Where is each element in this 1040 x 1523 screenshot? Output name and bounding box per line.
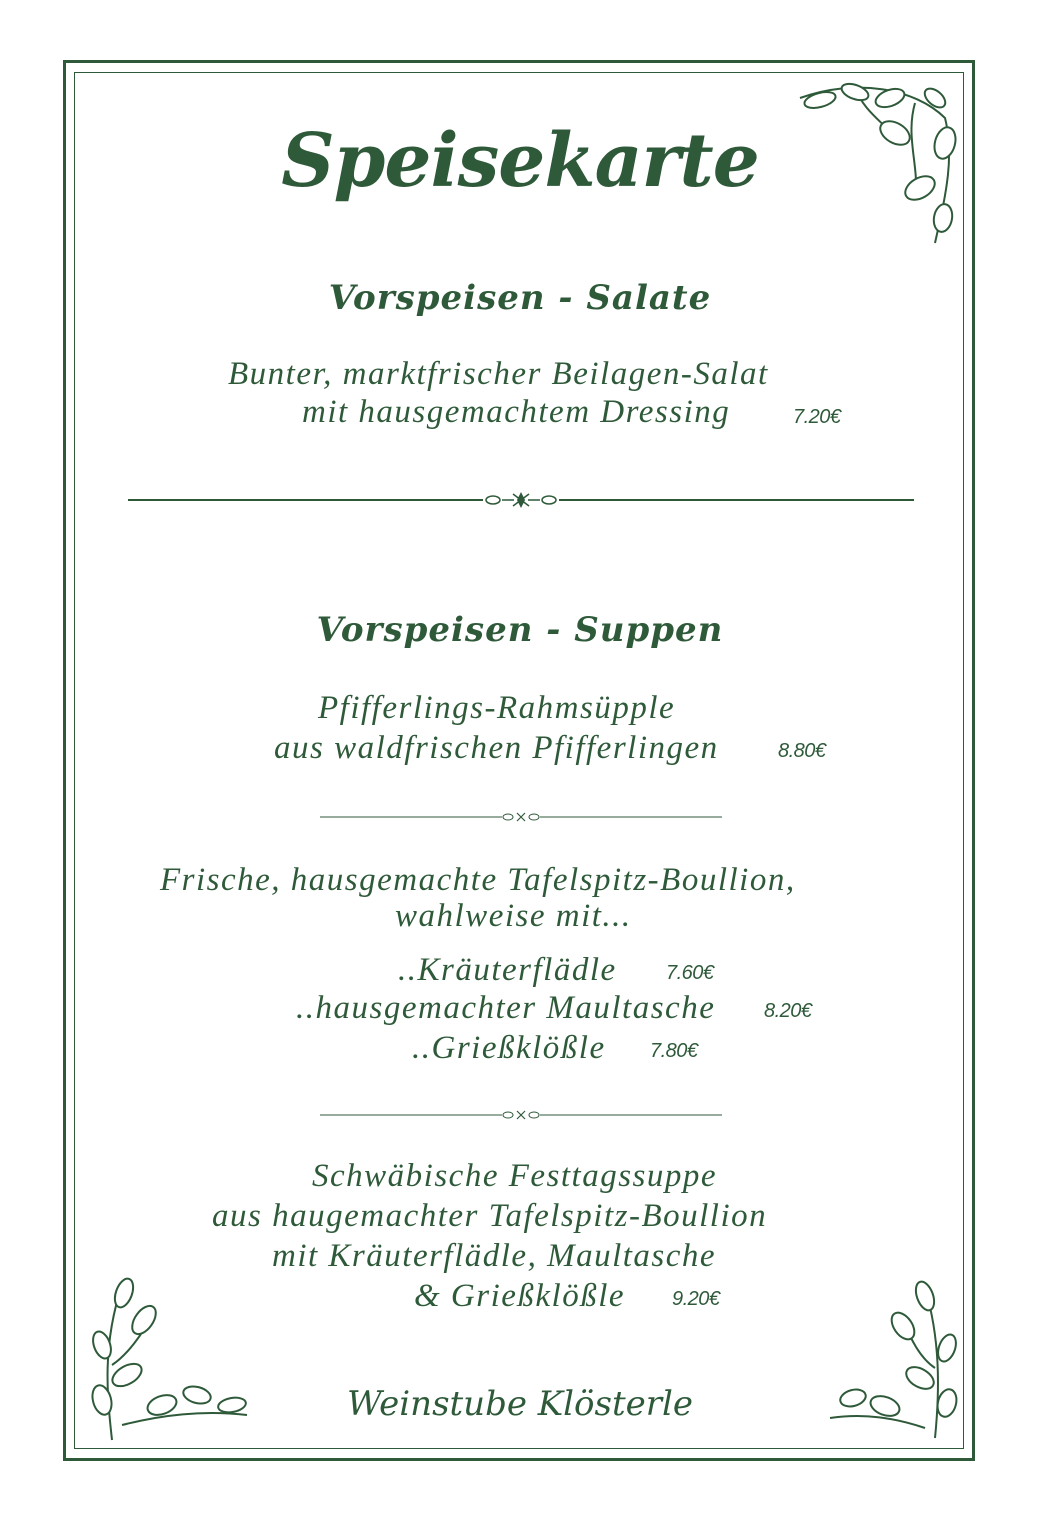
pfifferling-line2: aus waldfrischen Pfifferlingen xyxy=(274,730,719,766)
boullion-option: ..Grießklößle xyxy=(412,1030,606,1066)
boullion-option-price: 7.80€ xyxy=(650,1040,698,1062)
section-heading-soups: Vorspeisen - Suppen xyxy=(316,610,724,650)
salad-item-line2: mit hausgemachtem Dressing xyxy=(302,394,731,430)
salad-item-price: 7.20€ xyxy=(793,406,841,428)
small-divider-icon xyxy=(320,810,722,824)
menu-title: Speisekarte xyxy=(281,118,759,204)
restaurant-name: Weinstube Klösterle xyxy=(347,1384,693,1424)
boullion-line2: wahlweise mit... xyxy=(395,898,632,934)
boullion-option-price: 8.20€ xyxy=(764,1000,812,1022)
boullion-option-price: 7.60€ xyxy=(666,962,714,984)
divider-ornament-icon xyxy=(128,490,914,510)
festtag-line4: & Grießklößle xyxy=(414,1278,626,1314)
festtag-line2: aus haugemachter Tafelspitz-Boullion xyxy=(212,1198,768,1234)
boullion-line1: Frische, hausgemachte Tafelspitz-Boullion, xyxy=(160,862,796,898)
festtag-line3: mit Kräuterflädle, Maultasche xyxy=(272,1238,717,1274)
festtag-line1: Schwäbische Festtagssuppe xyxy=(312,1158,718,1194)
small-divider-icon xyxy=(320,1108,722,1122)
salad-item-line1: Bunter, marktfrischer Beilagen-Salat xyxy=(228,356,769,392)
pfifferling-line1: Pfifferlings-Rahmsüpple xyxy=(318,690,676,726)
festtag-price: 9.20€ xyxy=(672,1288,720,1310)
pfifferling-price: 8.80€ xyxy=(778,740,826,762)
boullion-option: ..Kräuterflädle xyxy=(398,952,617,988)
section-heading-salads: Vorspeisen - Salate xyxy=(328,278,712,318)
boullion-option: ..hausgemachter Maultasche xyxy=(296,990,716,1026)
